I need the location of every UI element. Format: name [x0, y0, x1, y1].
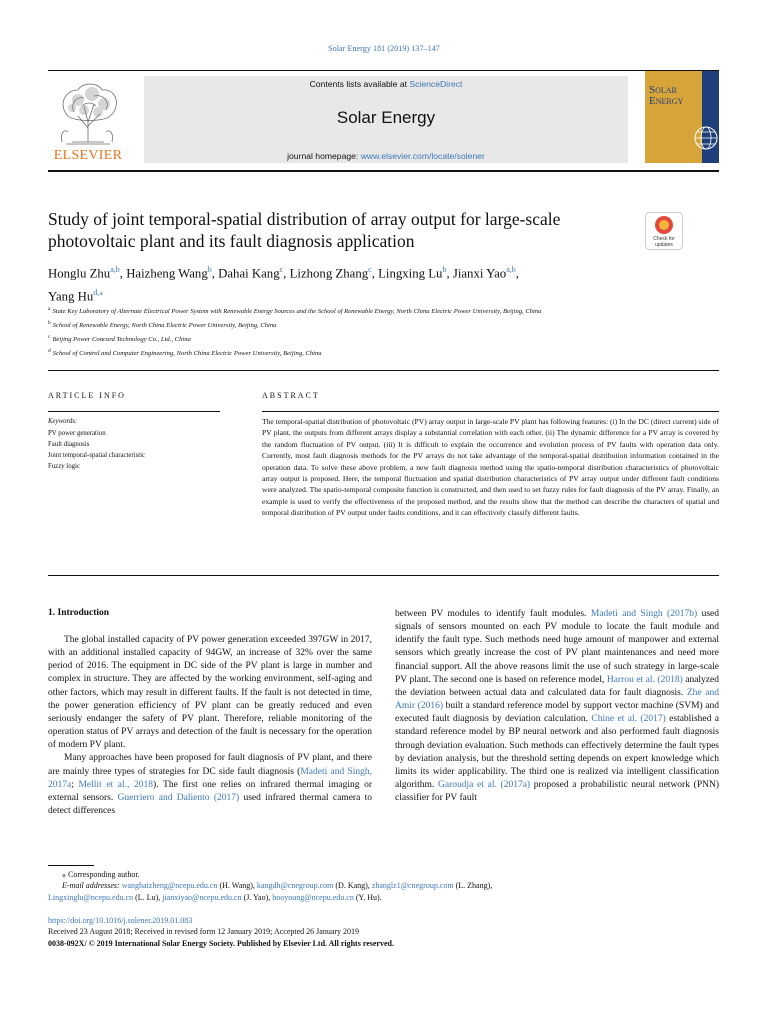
reference-link[interactable]: Chine et al. (2017) — [591, 714, 666, 725]
author-name[interactable]: Lizhong Zhang — [289, 266, 369, 281]
author-affiliation-mark[interactable]: c — [279, 265, 284, 274]
email-addresses — [48, 880, 719, 903]
body-paragraph — [395, 608, 719, 805]
homepage-prefix: journal homepage: — [287, 151, 361, 161]
affiliation-item — [48, 304, 668, 318]
reference-link[interactable]: Garoudja et al. (2017a) — [438, 780, 531, 791]
history-line: Received 23 August 2018; Received in revised form 12 January 2019; Accepted 26 January 2019 — [48, 927, 360, 937]
affiliation-text: School of Control and Computer Engineering, North China Electric Power University, Beijing, China — [52, 350, 322, 358]
sciencedirect-link[interactable]: ScienceDirect — [409, 79, 463, 89]
author-separator: , — [119, 266, 127, 281]
author-affiliation-mark[interactable]: a,b — [110, 265, 120, 274]
body-text: built a standard reference model by support vector machine (SVM) and executed fault diagnosis by deviation calculation. — [395, 701, 719, 725]
email-owner: (D. Kang), — [333, 881, 372, 891]
author-name[interactable]: Yang Hu — [48, 289, 94, 304]
corresponding-text: Corresponding author. — [68, 870, 140, 879]
journal-citation[interactable]: Solar Energy 181 (2019) 137–147 — [328, 44, 440, 53]
email-link[interactable]: zhanglz1@cnegroup.com — [371, 881, 454, 891]
author-separator: , — [211, 266, 219, 281]
body-column-right — [395, 608, 719, 805]
email-link[interactable]: jianxiyao@ncepu.edu.cn — [162, 892, 242, 902]
check-badge-line1: Check for — [653, 236, 675, 242]
body-text: between PV modules to identify fault modules. — [395, 609, 591, 619]
body-text: proposed a probabilistic neural network (PNN) classifier for PV fault — [395, 780, 719, 804]
affiliation-item — [48, 332, 668, 346]
body-text: established a standard reference model by BP neural network and also performed fault diagnosis through deviation evaluation. Such methods can effectively determine the fault types by deviation analysis, but the threshold setting depends on expert knowledge which limits its wider applicability. The third one is realized via intelligent classification algorithm. — [395, 714, 719, 791]
author-name[interactable]: Haizheng Wang — [126, 266, 208, 281]
author-separator: , — [515, 266, 519, 281]
article-info-heading: ARTICLE INFO — [48, 391, 126, 400]
section-heading-introduction: 1. Introduction — [48, 608, 110, 618]
keyword-item: Joint temporal-spatial characteristic — [48, 451, 146, 459]
article-title: Study of joint temporal-spatial distribution of array output for large-scale photovoltaic plant and its fault diagnosis application — [48, 209, 561, 251]
cover-title — [649, 85, 683, 107]
section-rule — [48, 575, 719, 576]
email-owner: (L. Lu), — [133, 892, 163, 902]
abstract-heading: ABSTRACT — [262, 391, 320, 400]
body-text: Many approaches have been proposed for fault diagnosis of PV plant, and there are mainly three types of strategies for DC side fault diagnosis ( — [48, 753, 372, 777]
check-for-updates-icon[interactable] — [645, 212, 683, 250]
author-affiliation-mark[interactable]: a,b — [506, 265, 516, 274]
email-link[interactable]: wanghaizheng@ncepu.edu.cn — [121, 881, 218, 891]
doi-link[interactable]: https://doi.org/10.1016/j.solener.2019.01.083 — [48, 916, 193, 925]
email-link[interactable]: hooyoung@ncepu.edu.cn — [272, 892, 354, 902]
affiliation-mark: a — [48, 306, 51, 312]
reference-link[interactable]: Madeti and Singh (2017b) — [590, 609, 698, 619]
abstract-text: The temporal-spatial distribution of photovoltaic (PV) array output in large-scale PV plant has following features: (i) In the DC (direct current) side of PV plant, the outputs from different arrays display a substantial correlation with each other. (ii) The dynamic difference for a PV array is covered by the random fluctuation of PV output. (iii) It is difficult to explain the occurrence and evolution process of PV faults with operation data only. Currently, most fault diagnosis methods for the PV arrays do not take advantage of the temporal-spatial distribution information contained in the operation data. To solve these above problem, a new fault diagnosis method using the spatio-temporal distribution characteristics of photovoltaic array output is proposed. Here, the temporal fluctuation and spatial distribution characteristics of PV array output under different fault conditions were analyzed. The spatio-temporal composite function is constructed, and then used to set fuzzy rules for fault diagnosis of the PV array. Finally, an example is used to verify the effectiveness of the proposed method, and the results show that the method can describe the characters of spatial and temporal distribution of PV output under faults conditions, and it can effectively classify different faults. — [262, 417, 719, 518]
journal-cover-thumbnail[interactable] — [645, 71, 719, 163]
corresponding-author-note — [48, 869, 719, 880]
author-affiliation-mark[interactable]: b — [442, 265, 447, 274]
body-column-left — [48, 634, 372, 818]
header-rule-top — [48, 70, 719, 71]
email-owner: (H. Wang), — [217, 881, 257, 891]
article-info-rule — [48, 411, 220, 412]
affiliation-text: School of Renewable Energy, North China Electric Power University, Beijing, China — [52, 322, 277, 330]
abstract-rule — [262, 411, 719, 412]
reference-link[interactable]: Guerriero and Daliento (2017) — [117, 792, 240, 803]
reference-link[interactable]: Harrou et al. (2018) — [606, 674, 683, 685]
keyword-list — [48, 429, 145, 473]
reference-link[interactable]: Madeti and Singh, 2017a — [48, 766, 372, 790]
affiliation-item — [48, 346, 668, 360]
body-text: used infrared thermal camera to detect differences — [48, 792, 372, 817]
affiliation-mark: d — [48, 347, 51, 354]
author-name[interactable]: Honglu Zhu — [48, 266, 111, 281]
contents-prefix: Contents lists available at — [309, 79, 410, 89]
reference-link[interactable]: Zhe and Amir (2016) — [395, 687, 719, 712]
keyword-item: PV power generation — [48, 430, 106, 437]
author-name[interactable]: Dahai Kang — [218, 266, 280, 281]
affiliation-item — [48, 318, 668, 332]
footnote-rule — [48, 865, 94, 866]
asterisk-mark: ⁎ — [62, 870, 68, 879]
cover-title-line1: Solar — [649, 84, 677, 96]
copyright-line: 0038-092X/ © 2019 International Solar Energy Society. Published by Elsevier Ltd. All rights reserved. — [48, 938, 394, 948]
author-affiliation-mark[interactable]: c — [368, 265, 372, 274]
author-list — [48, 260, 648, 307]
author-separator: , — [446, 266, 453, 281]
reference-link[interactable]: Mellit et al., 2018 — [78, 779, 154, 790]
footnotes — [48, 869, 719, 903]
affiliation-mark: b — [48, 319, 51, 326]
body-paragraph: The global installed capacity of PV power generation exceeded 397GW in 2017, with an additional installed capacity of 94GW, an increase of 32% over the same period of 2016. The equipment in DC side of the PV plant is large in number and complex in structure. They are affected by the working environment, self-aging and other factors, which may result in different faults. If the fault is not detected in time, the power generation efficiency of PV plant can be greatly reduced and even seriously endanger the safety of PV plant. Therefore, reliable monitoring of the operation status of PV arrays and detection of the fault is necessary for the operation of modern PV plant. — [48, 635, 372, 751]
email-owner: (Y. Hu). — [353, 892, 382, 902]
author-name[interactable]: Jianxi Yao — [452, 266, 507, 281]
journal-name: Solar Energy — [336, 108, 436, 127]
body-paragraph — [48, 752, 372, 818]
affiliation-list — [48, 304, 668, 360]
body-text: used signals of sensors mounted on each PV module to locate the fault module and identify the fault type. Such methods need huge amount of manpower and external sensors which greatly increase the cost of PV plant maintenances and need more financial support. All the above reasons limit the use of such strategy in large-scale PV plant. The second one is based on reference model, — [395, 609, 719, 685]
publication-info — [48, 915, 394, 949]
check-badge-line2: updates — [655, 242, 673, 248]
email-link[interactable]: Lingxinglu@ncepu.edu.cn — [48, 892, 134, 902]
cover-title-line2: Energy — [649, 95, 684, 107]
keywords-label: Keywords: — [48, 418, 78, 425]
email-link[interactable]: kangdh@cnegroup.com — [256, 881, 334, 891]
keyword-item: Fuzzy logic — [48, 462, 80, 470]
homepage-line — [144, 151, 628, 161]
author-affiliation-mark[interactable]: b — [207, 265, 212, 274]
affiliation-text: Beijing Power Concord Technology Co., Ltd., China — [52, 336, 191, 344]
author-separator: , — [371, 266, 379, 281]
author-affiliation-mark[interactable]: d,⁎ — [93, 288, 104, 298]
header-rule-bottom — [48, 170, 719, 172]
body-text: ; — [71, 779, 79, 790]
elsevier-wordmark: ELSEVIER — [53, 148, 123, 163]
keyword-item: Fault diagnosis — [48, 440, 90, 448]
contents-line — [144, 79, 628, 89]
email-label: E-mail addresses: — [62, 881, 122, 891]
email-owner: (J. Yao), — [241, 892, 273, 902]
affiliation-text: State Key Laboratory of Alternate Electrical Power System with Renewable Energy Sources and the School of Renewable Energy, North China Electric Power University, Beijing, China — [52, 308, 542, 316]
globe-icon — [693, 125, 719, 151]
author-separator: , — [283, 266, 290, 281]
body-text: analyzed the deviation between actual data and calculated data for fault diagnosis. — [395, 674, 719, 698]
homepage-link[interactable]: www.elsevier.com/locate/solener — [360, 151, 485, 161]
author-name[interactable]: Lingxing Lu — [378, 266, 443, 281]
body-text: ). The first one relies on infrared thermal imaging or external sensors. — [48, 779, 373, 803]
section-rule — [48, 370, 719, 371]
email-owner: (L. Zhang), — [453, 881, 493, 891]
affiliation-mark: c — [48, 333, 51, 340]
